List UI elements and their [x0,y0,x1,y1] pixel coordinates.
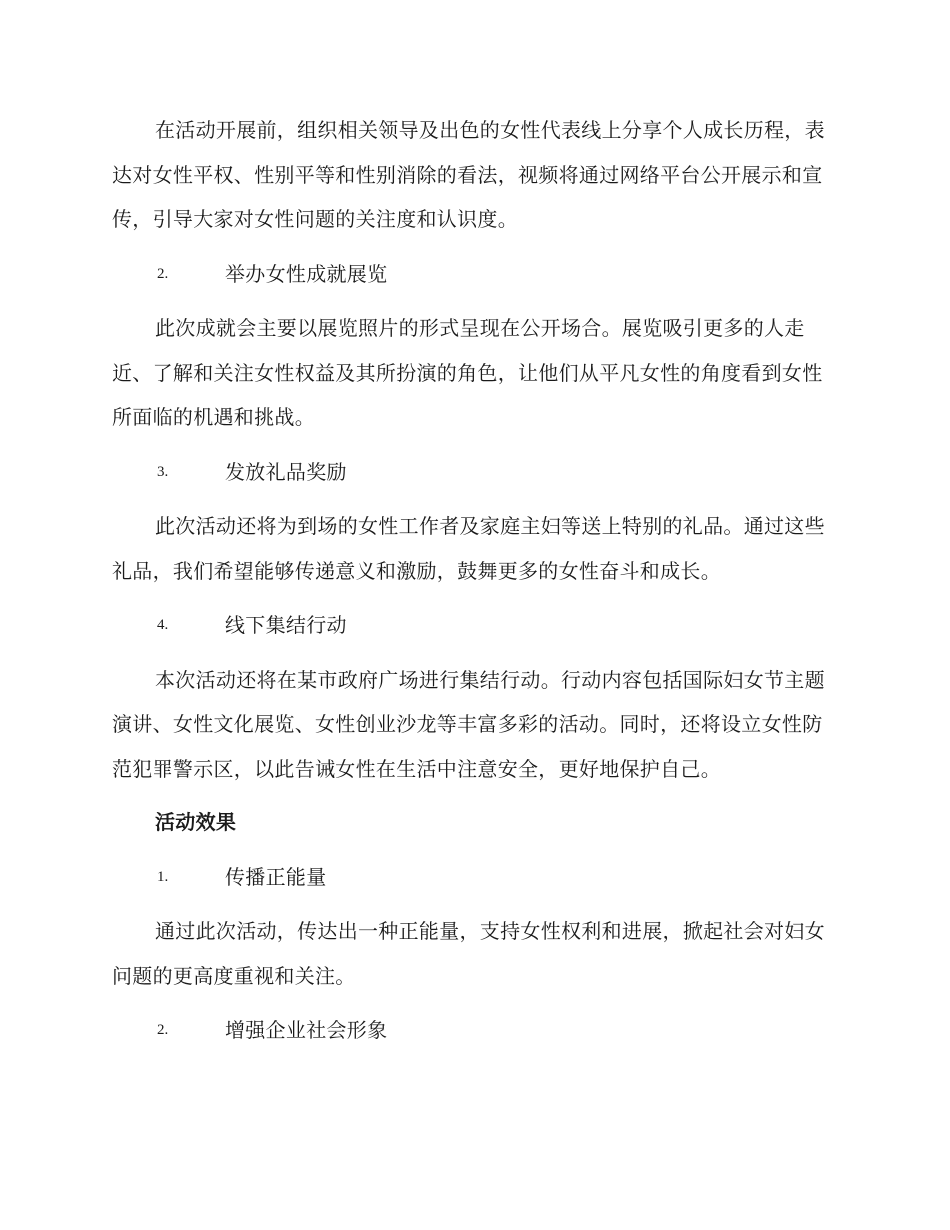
list-item-title: 线下集结行动 [225,613,347,637]
list-item-title: 举办女性成就展览 [225,261,388,286]
list-number: 2. [157,1022,169,1038]
list-item-title: 发放礼品奖励 [225,459,347,484]
paragraph-gifts: 此次活动还将为到场的女性工作者及家庭主妇等送上特别的礼品。通过这些礼品，我们希望能够传递意义和激励，鼓舞更多的女性奋斗和成长。 [112,514,825,583]
paragraph-offline-gathering: 本次活动还将在某市政府广场进行集结行动。行动内容包括国际妇女节主题演讲、女性文化展览、女性创业沙龙等丰富多彩的活动。同时，还将设立女性防范犯罪警示区，以此告诫女性在生活中注意安全，更好地保护自己。 [112,667,825,781]
paragraph-exhibition: 此次成就会主要以展览照片的形式呈现在公开场合。展览吸引更多的人走近、了解和关注女性权益及其所扮演的角色，让他们从平凡女性的角度看到女性所面临的机遇和挑战。 [112,316,823,429]
list-item-title: 传播正能量 [225,864,327,889]
paragraph-positive-energy: 通过此次活动，传达出一种正能量，支持女性权利和进展，掀起社会对妇女问题的更高度重视和关注。 [112,919,825,988]
list-item-exhibition [112,252,836,297]
document-page [112,108,836,1053]
list-number: 2. [157,265,169,282]
paragraph-online-sharing: 在活动开展前，组织相关领导及出色的女性代表线上分享个人成长历程，表达对女性平权、性别平等和性别消除的看法，视频将通过网络平台公开展示和宣传，引导大家对女性问题的关注度和认识度。 [112,118,825,231]
list-number: 1. [157,868,169,885]
list-item-offline-gathering [112,603,836,648]
list-item-title: 增强企业社会形象 [225,1018,388,1042]
list-number: 3. [157,463,169,480]
section-heading: 活动效果 [155,810,237,834]
list-item-corporate-image [112,1008,836,1053]
list-number: 4. [157,617,169,633]
list-item-positive-energy [112,855,836,900]
list-item-gifts [112,450,836,495]
